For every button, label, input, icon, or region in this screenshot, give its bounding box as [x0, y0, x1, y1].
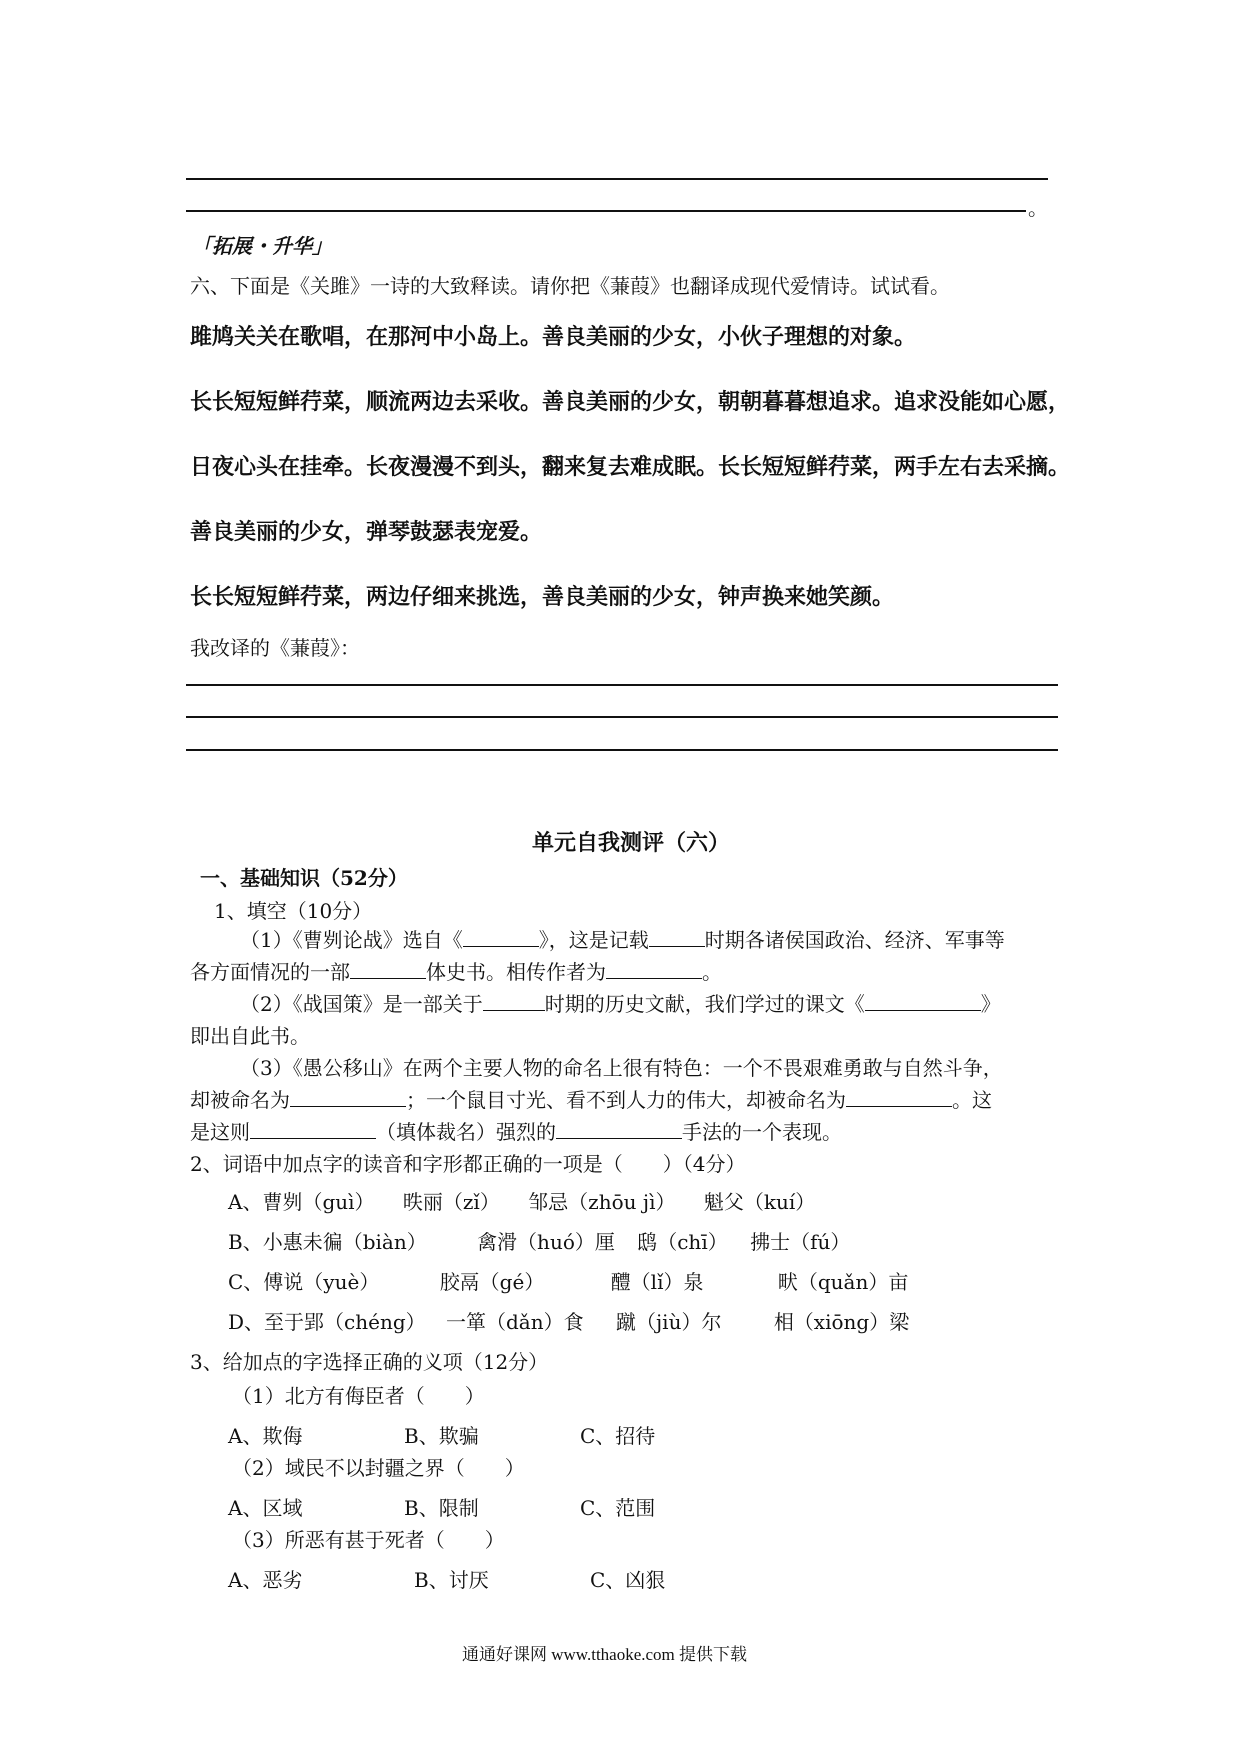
fill-blank[interactable]	[350, 957, 426, 979]
end-mark: 。	[1028, 196, 1048, 220]
my-translation-label: 我改译的《蒹葭》：	[190, 636, 360, 660]
page-title: 单元自我测评（六）	[532, 831, 731, 856]
footer-source: 通通好课网 www.tthaoke.com 提供下载	[462, 1645, 748, 1664]
q1-sub1-line1: （1）《曹刿论战》选自《 》，这是记载 时期各诸侯国政治、经济、军事等	[240, 924, 1005, 953]
q3-item-3: （3）所恶有甚于死者（ ）	[232, 1528, 505, 1552]
fill-blank[interactable]	[290, 1085, 406, 1107]
answer-line	[186, 716, 1058, 718]
option[interactable]: B、欺骗	[404, 1424, 479, 1448]
q3-item-1-options	[228, 1420, 655, 1449]
fill-blank[interactable]	[865, 989, 981, 1011]
poem-line: 善良美丽的少女，弹琴鼓瑟表宠爱。	[190, 520, 543, 545]
q1-sub3-line3: 是这则 （填体裁名）强烈的 手法的一个表现。	[190, 1116, 842, 1145]
part-heading: 一、基础知识（52分）	[200, 866, 408, 890]
option[interactable]: B、讨厌	[414, 1568, 489, 1592]
q1-sub2-line1: （2）《战国策》是一部关于 时期的历史文献，我们学过的课文《 》	[240, 988, 1001, 1017]
option[interactable]: C、招待	[580, 1424, 656, 1448]
fill-blank[interactable]	[649, 925, 705, 947]
option[interactable]: A、欺侮	[228, 1424, 303, 1448]
fill-blank[interactable]	[846, 1085, 952, 1107]
q3-item-3-options	[228, 1564, 665, 1593]
poem-line: 日夜心头在挂牵。长夜漫漫不到头，翻来复去难成眠。长长短短鲜荇菜，两手左右去采摘。	[190, 455, 1071, 480]
option[interactable]: C、凶狠	[590, 1568, 666, 1592]
question-2-title: 2、词语中加点字的读音和字形都正确的一项是（ ）（4分）	[190, 1152, 746, 1176]
answer-line	[186, 178, 1048, 180]
answer-line	[186, 684, 1058, 686]
poem-line: 长长短短鲜荇菜，两边仔细来挑选，善良美丽的少女，钟声换来她笑颜。	[190, 585, 895, 610]
q1-sub3-line2: 却被命名为 ；一个鼠目寸光、看不到人力的伟大，却被命名为 。这	[190, 1084, 992, 1113]
option[interactable]: A、区域	[228, 1496, 303, 1520]
q1-sub1-line2: 各方面情况的一部 体史书。相传作者为 。	[190, 956, 722, 985]
section-header: 「拓展・升华」	[192, 234, 332, 258]
question-1-title: 1、填空（10分）	[214, 899, 373, 923]
q2-option-b[interactable]: B、小惠未徧（biàn） 禽滑（huó）厘 鸱（chī） 拂士（fú）	[228, 1230, 851, 1254]
fill-blank[interactable]	[606, 957, 702, 979]
q2-option-c[interactable]: C、傅说（yuè） 胶鬲（gé） 醴（lǐ）泉 畎（quǎn）亩	[228, 1270, 909, 1294]
fill-blank[interactable]	[556, 1117, 682, 1139]
q1-sub3-line1: （3）《愚公移山》在两个主要人物的命名上很有特色：一个不畏艰难勇敢与自然斗争，	[240, 1056, 1003, 1080]
poem-line: 雎鸠关关在歌唱，在那河中小岛上。善良美丽的少女，小伙子理想的对象。	[190, 325, 917, 350]
option[interactable]: B、限制	[404, 1496, 479, 1520]
fill-blank[interactable]	[250, 1117, 376, 1139]
q3-item-2: （2）域民不以封疆之界（ ）	[232, 1456, 525, 1480]
answer-line	[186, 749, 1058, 751]
poem-line: 长长短短鲜荇菜，顺流两边去采收。善良美丽的少女，朝朝暮暮想追求。追求没能如心愿，	[190, 390, 1071, 415]
q2-option-d[interactable]: D、至于郢（chéng） 一箪（dǎn）食 蹴（jiù）尔 相（xiōng）梁	[228, 1310, 910, 1334]
section-prompt: 六、下面是《关雎》一诗的大致释读。请你把《蒹葭》也翻译成现代爱情诗。试试看。	[190, 274, 950, 298]
fill-blank[interactable]	[483, 989, 545, 1011]
option[interactable]: A、恶劣	[228, 1568, 303, 1592]
q2-option-a[interactable]: A、曹刿（guì） 昳丽（zǐ） 邹忌（zhōu jì） 魁父（kuí）	[228, 1190, 816, 1214]
q1-sub2-line2: 即出自此书。	[190, 1024, 310, 1048]
q3-item-2-options	[228, 1492, 655, 1521]
question-3-title: 3、给加点的字选择正确的义项（12分）	[190, 1350, 549, 1374]
fill-blank[interactable]	[463, 925, 539, 947]
answer-line	[186, 210, 1026, 212]
option[interactable]: C、范围	[580, 1496, 656, 1520]
q3-item-1: （1）北方有侮臣者（ ）	[232, 1384, 485, 1408]
